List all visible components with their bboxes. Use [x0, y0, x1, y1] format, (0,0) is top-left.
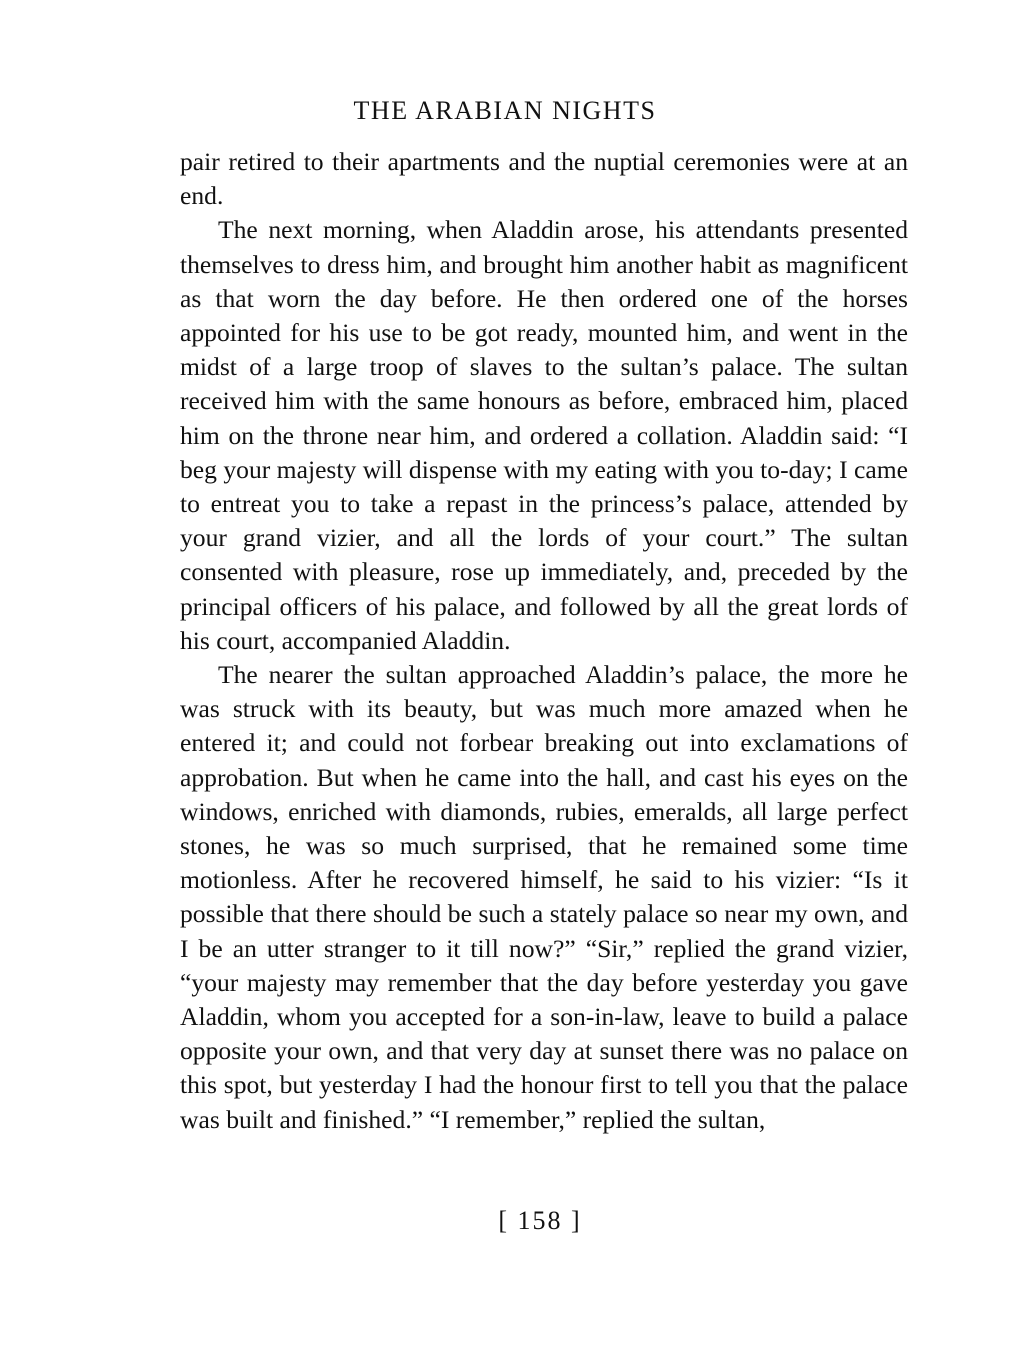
paragraph-continuation: pair retired to their apartments and the nuptial ceremonies were at an end. [180, 147, 908, 211]
page-number: [ 158 ] [498, 1206, 582, 1235]
running-head-title: THE ARABIAN NIGHTS [353, 96, 657, 125]
paragraph: The next morning, when Aladdin arose, his attendants presented themselves to dress him, and brought him another habit as magnificent as that worn the day before. He then ordered one of the horses appointed for his use to be got ready, mounted him, and went in the midst of a large troop of slaves to the sultan’s palace. The sultan received him with the same honours as before, embraced him, placed him on the throne near him, and ordered a collation. Aladdin said: “I beg your majesty will dispense with my eating with you to-day; I came to entreat you to take a repast in the princess’s palace, attended by your grand vizier, and all the lords of your court.” The sultan consented with pleasure, rose up immediately, and, preceded by the principal officers of his palace, and followed by all the great lords of his court, accompanied Aladdin. [180, 215, 908, 655]
paragraph: The nearer the sultan approached Aladdin’s palace, the more he was struck with its beauty, but was much more amazed when he entered it; and could not forbear breaking out into exclamations of approbation. But when he came into the hall, and cast his eyes on the windows, enriched with diamonds, rubies, emeralds, all large perfect stones, he was so much surprised, that he remained some time motionless. After he recovered himself, he said to his vizier: “Is it possible that there should be such a stately palace so near my own, and I be an utter stranger to it till now?” “Sir,” replied the grand vizier, “your majesty may remember that the day before yesterday you gave Aladdin, whom you accepted for a son-in-law, leave to build a palace opposite your own, and that very day at sunset there was no palace on this spot, but yesterday I had the honour first to tell you that the palace was built and finished.” “I remember,” replied the sultan, [180, 660, 908, 1134]
body-text [180, 145, 908, 1137]
